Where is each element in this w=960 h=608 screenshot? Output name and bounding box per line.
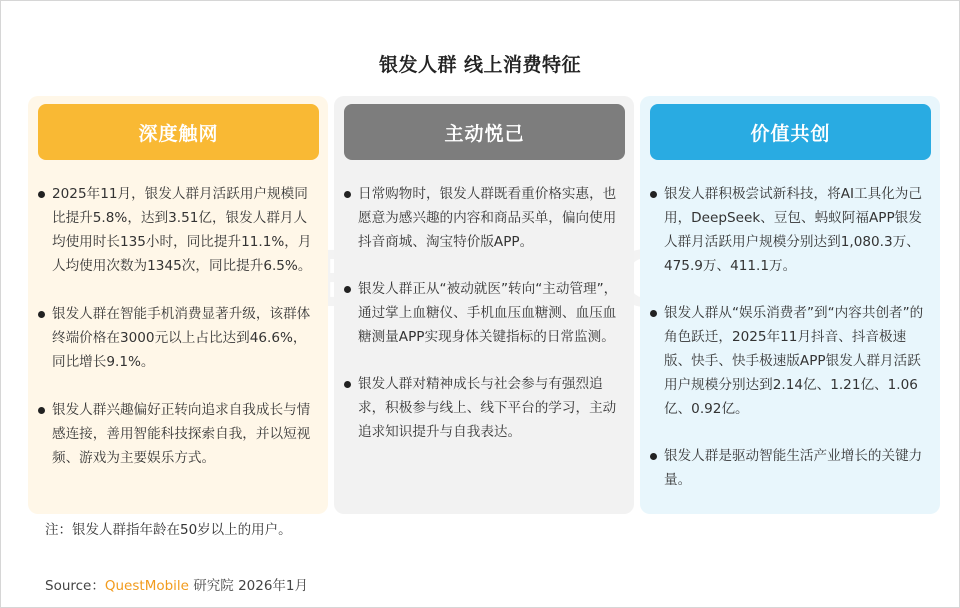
- column-heading: 深度触网: [38, 104, 319, 160]
- list-item: [38, 398, 320, 470]
- bullet-icon: [650, 310, 657, 317]
- column-item-list: [650, 182, 932, 515]
- list-item: [344, 182, 626, 254]
- bullet-icon: [344, 381, 351, 388]
- bullet-icon: [344, 191, 351, 198]
- bullet-icon: [38, 407, 45, 414]
- list-item: [344, 372, 626, 444]
- list-item-text: 银发人群是驱动智能生活产业增长的关键力量。: [664, 448, 923, 488]
- list-item: [650, 182, 932, 278]
- bullet-icon: [344, 286, 351, 293]
- column-heading: 价值共创: [650, 104, 931, 160]
- source-prefix: Source：: [45, 578, 105, 594]
- list-item-text: 银发人群在智能手机消费显著升级，该群体终端价格在3000元以上占比达到46.6%，同比增长9.1%。: [52, 306, 311, 370]
- bullet-icon: [650, 453, 657, 460]
- bullet-icon: [38, 311, 45, 318]
- column-heading: 主动悦己: [344, 104, 625, 160]
- list-item-text: 银发人群正从“被动就医”转向“主动管理”，通过掌上血糖仪、手机血压血糖测、血压血糖测量APP实现身体关键指标的日常监测。: [358, 281, 618, 345]
- bullet-icon: [650, 191, 657, 198]
- list-item-text: 银发人群兴趣偏好正转向追求自我成长与情感连接，善用智能科技探索自我，并以短视频、游戏为主要娱乐方式。: [52, 402, 311, 466]
- column-item-list: [344, 182, 626, 467]
- column-deep-online: [28, 96, 328, 514]
- list-item: [38, 302, 320, 374]
- column-item-list: [38, 182, 320, 494]
- source-suffix: 研究院 2026年1月: [188, 578, 309, 594]
- footnote: 注：银发人群指年龄在50岁以上的用户。: [45, 522, 292, 538]
- list-item-text: 银发人群对精神成长与社会参与有强烈追求，积极参与线上、线下平台的学习，主动追求知识提升与自我表达。: [358, 376, 617, 440]
- column-value-cocreation: [640, 96, 940, 514]
- source-line: [45, 574, 308, 594]
- list-item-text: 银发人群积极尝试新科技，将AI工具化为己用，DeepSeek、豆包、蚂蚁阿福APP银发人群月活跃用户规模分别达到1,080.3万、475.9万、411.1万。: [664, 186, 922, 274]
- list-item: [650, 301, 932, 421]
- page-title: 银发人群 线上消费特征: [378, 54, 582, 76]
- list-item-text: 日常购物时，银发人群既看重价格实惠，也愿意为感兴趣的内容和商品买单，偏向使用抖音商城、淘宝特价版APP。: [358, 186, 617, 250]
- column-self-pleasing: [334, 96, 634, 514]
- list-item: [38, 182, 320, 278]
- source-brand: QuestMobile: [104, 578, 189, 594]
- list-item: [650, 444, 932, 492]
- list-item: [344, 277, 626, 349]
- list-item-text: 2025年11月，银发人群月活跃用户规模同比提升5.8%，达到3.51亿，银发人群月人均使用时长135小时，同比提升11.1%，月人均使用次数为1345次，同比提升6.5%。: [52, 186, 312, 274]
- list-item-text: 银发人群从“娱乐消费者”到“内容共创者”的角色跃迁，2025年11月抖音、抖音极速版、快手、快手极速版APP银发人群月活跃用户规模分别达到2.14亿、1.21亿、1.06亿、0.92亿。: [664, 305, 924, 417]
- bullet-icon: [38, 191, 45, 198]
